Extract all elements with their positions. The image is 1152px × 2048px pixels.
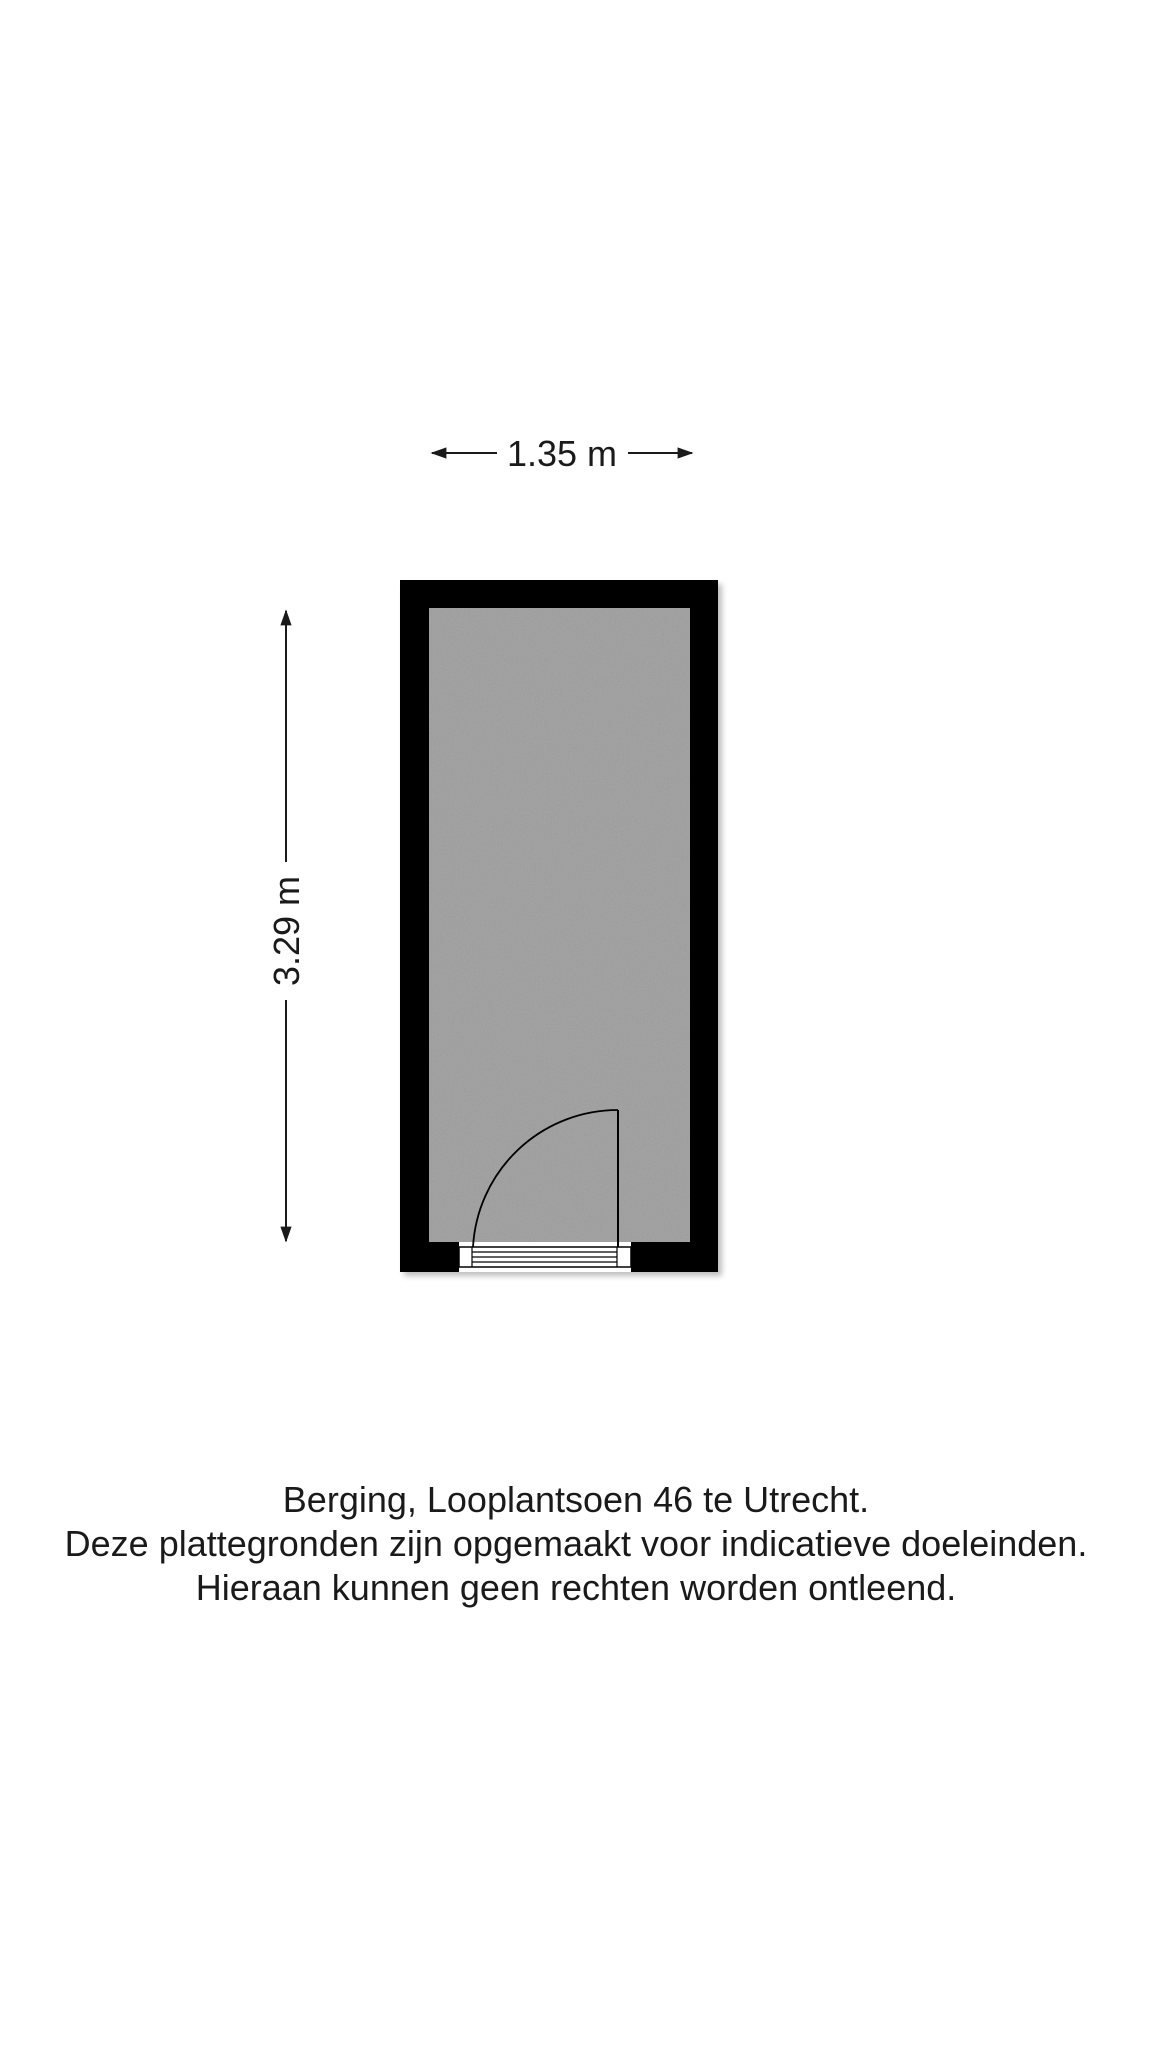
width-dimension-label: 1.35 m — [506, 433, 618, 474]
depth-dimension — [266, 611, 307, 1241]
caption-disclaimer-rights: Hieraan kunnen geen rechten worden ontleend. — [195, 1567, 957, 1608]
room-berging — [400, 580, 722, 1276]
caption-title: Berging, Looplantsoen 46 te Utrecht. — [282, 1479, 870, 1520]
plan-caption — [0, 1478, 1152, 1610]
width-dimension — [432, 433, 692, 474]
room-floor — [429, 608, 690, 1242]
depth-dimension-label: 3.29 m — [266, 875, 307, 987]
caption-disclaimer: Deze plattegronden zijn opgemaakt voor indicatieve doeleinden. — [64, 1523, 1088, 1564]
